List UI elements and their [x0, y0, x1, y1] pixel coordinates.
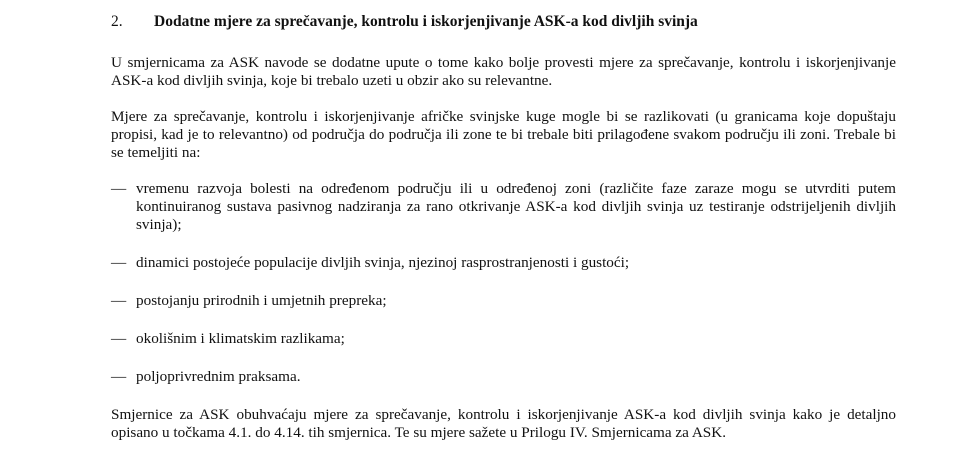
section-heading [111, 12, 896, 32]
list-dash: — [111, 180, 127, 197]
list-dash: — [111, 330, 127, 347]
list-dash: — [111, 368, 127, 385]
list-item-text: vremenu razvoja bolesti na određenom području ili u određenoj zoni (različite faze zaraze mogu se utvrditi putem kontinuiranog sustava pasivnog nadziranja za rano otkrivanje ASK-a kod divljih svinja uz testiranje odstrijeljenih divljih svinja); [136, 180, 896, 233]
list-item [111, 368, 896, 386]
document-page [111, 12, 896, 460]
list-item [111, 292, 896, 310]
list-item-text: dinamici postojeće populacije divljih svinja, njezinoj rasprostranjenosti i gustoći; [136, 254, 630, 271]
paragraph-intro: U smjernicama za ASK navode se dodatne upute o tome kako bolje provesti mjere za sprečavanje, kontrolu i iskorjenjivanje ASK-a kod divljih svinja, koje bi trebalo uzeti u obzir ako su relevantne. [111, 54, 896, 89]
list-item [111, 254, 896, 272]
list-item-text: okolišnim i klimatskim razlikama; [136, 330, 345, 347]
list-dash: — [111, 254, 127, 271]
section-title: Dodatne mjere za sprečavanje, kontrolu i iskorjenjivanje ASK-a kod divljih svinja [154, 13, 698, 30]
paragraph-closing: Smjernice za ASK obuhvaćaju mjere za sprečavanje, kontrolu i iskorjenjivanje ASK-a kod divljih svinja kako je detaljno opisano u točkama 4.1. do 4.14. tih smjernica. Te su mjere sažete u Prilogu IV. Smjernicama za ASK. [111, 406, 896, 441]
list-item-text: poljoprivrednim praksama. [136, 368, 301, 385]
section-number: 2. [111, 13, 123, 30]
list-item [111, 330, 896, 348]
list-item [111, 180, 896, 234]
paragraph-measures: Mjere za sprečavanje, kontrolu i iskorjenjivanje afričke svinjske kuge mogle bi se razlikovati (u granicama koje dopuštaju propisi, kad je to relevantno) od područja do područja ili zone te bi trebale biti prilagođene svakom području ili zoni. Trebale bi se temeljiti na: [111, 108, 896, 161]
criteria-list [111, 180, 896, 386]
list-dash: — [111, 292, 127, 309]
list-item-text: postojanju prirodnih i umjetnih prepreka; [136, 292, 387, 309]
